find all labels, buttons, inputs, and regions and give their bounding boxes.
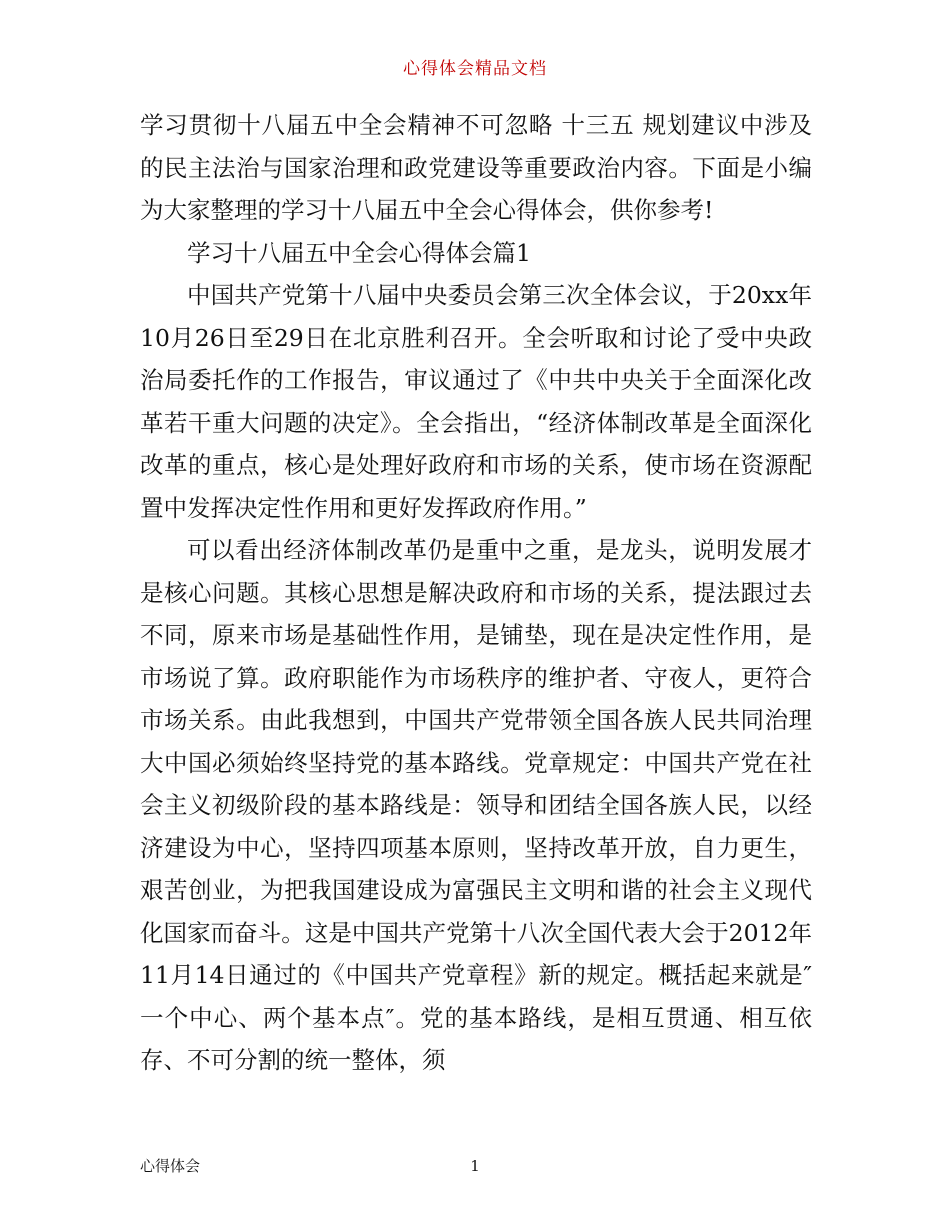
intro-paragraph: 学习贯彻十八届五中全会精神不可忽略 十三五 规划建议中涉及的民主法治与国家治理和政党建设等重要政治内容。下面是小编为大家整理的学习十八届五中全会心得体会，供你参考!: [140, 111, 812, 224]
document-body: [140, 104, 812, 1082]
section-heading: 学习十八届五中全会心得体会篇1: [187, 238, 531, 267]
body-paragraph-1: 中国共产党第十八届中央委员会第三次全体会议，于20xx年10月26日至29日在北京胜利召开。全会听取和讨论了受中央政治局委托作的工作报告，审议通过了《中共中央关于全面深化改革若干重大问题的决定》。全会指出，“经济体制改革是全面深化改革的重点，核心是处理好政府和市场的关系，使市场在资源配置中发挥决定性作用和更好发挥政府作用。”: [140, 281, 812, 522]
document-header-title: 心得体会精品文档: [403, 59, 547, 79]
footer-label: 心得体会: [140, 1157, 201, 1175]
page-number: 1: [470, 1157, 480, 1175]
body-paragraph-2: 可以看出经济体制改革仍是重中之重，是龙头，说明发展才是核心问题。其核心思想是解决政府和市场的关系，提法跟过去不同，原来市场是基础性作用，是铺垫，现在是决定性作用，是市场说了算。政府职能作为市场秩序的维护者、守夜人，更符合市场关系。由此我想到，中国共产党带领全国各族人民共同治理大中国必须始终坚持党的基本路线。党章规定：中国共产党在社会主义初级阶段的基本路线是：领导和团结全国各族人民，以经济建设为中心，坚持四项基本原则，坚持改革开放，自力更生，艰苦创业，为把我国建设成为富强民主文明和谐的社会主义现代化国家而奋斗。这是中国共产党第十八次全国代表大会于2012年11月14日通过的《中国共产党章程》新的规定。概括起来就是″一个中心、两个基本点″。党的基本路线，是相互贯通、相互依存、不可分割的统一整体，须: [140, 536, 812, 1074]
